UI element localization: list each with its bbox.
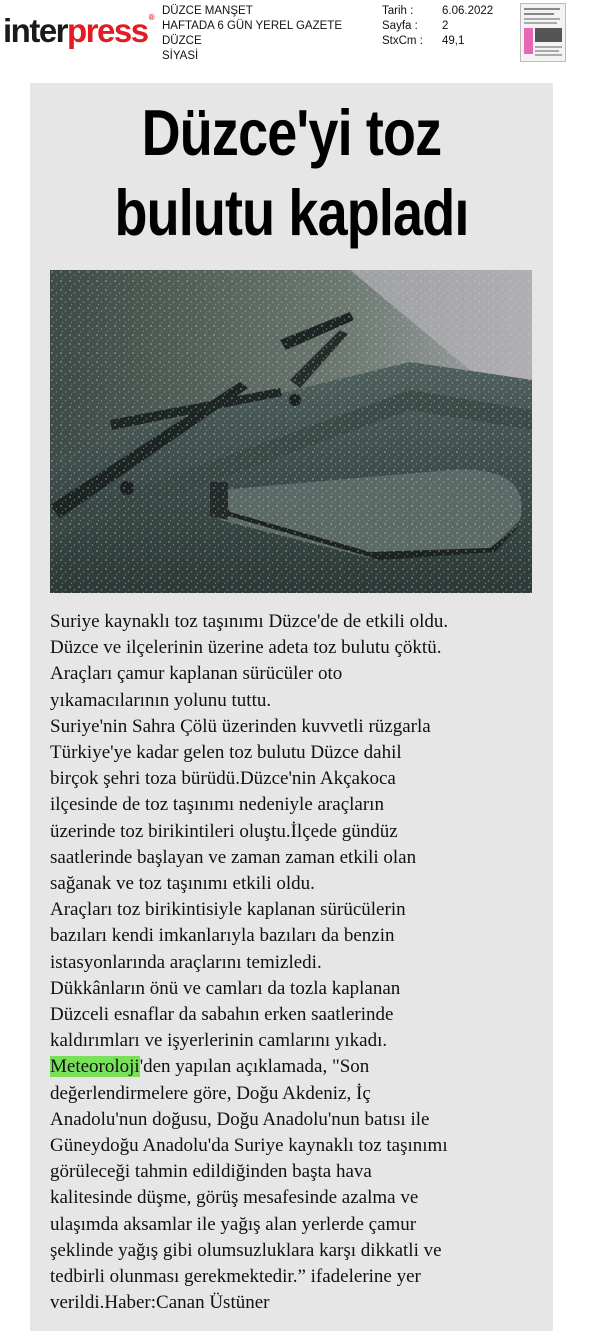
headline-line-2: bulutu kapladı: [114, 176, 469, 249]
page-label: Sayfa :: [382, 20, 418, 32]
stxcm-value: 49,1: [442, 35, 465, 47]
article-headline: [74, 93, 508, 253]
stxcm-row: [382, 34, 493, 49]
date-value: 6.06.2022: [442, 5, 494, 17]
article-panel: [30, 83, 553, 1331]
interpress-logo: [3, 14, 153, 47]
logo-registered-mark: ®: [148, 13, 153, 22]
dusty-car-illustration: [50, 270, 532, 593]
stxcm-label: StxCm :: [382, 35, 423, 47]
publication-category: SİYASİ: [162, 50, 199, 62]
clipping-details: [382, 4, 493, 49]
publication-section: DÜZCE MANŞET: [162, 5, 253, 17]
article-body: [50, 609, 540, 1316]
dusty-car-photo: [50, 270, 532, 593]
highlighted-keyword: Meteoroloji: [50, 1056, 140, 1078]
publication-city: DÜZCE: [162, 35, 202, 47]
logo-text-inter: inter: [3, 12, 68, 49]
newspaper-page-thumbnail[interactable]: [520, 3, 566, 62]
date-label: Tarih :: [382, 5, 414, 17]
article-body-part-1: Suriye kaynaklı toz taşınımı Düzce'de de etkili oldu. Düzce ve ilçelerinin üzerine adeta toz bulutu çöktü. Araçları çamur kaplanan sürücüler oto yıkamacılarının yolunu tuttu. Suriye'nin Sahra Çölü üzerinden kuvvetli rüzgarla Türkiye'ye kadar gelen toz bulutu Düzce dahil birçok şehri toza bürüdü.Düzce'nin Akçakoca ilçesinde de toz taşınımı nedeniyle araçların üzerinde toz birikintileri oluştu.İlçede gündüz saatlerinde başlayan ve zaman zaman etkili olan sağanak ve toz taşınımı etkili oldu. Araçları toz birikintisiyle kaplanan sürücülerin bazıları kendi imkanlarıyla bazıları da benzin istasyonlarında araçlarını temizledi. Dükkânların önü ve camları da tozla kaplanan Düzceli esnaflar da sabahın erken saatlerinde kaldırımları ve işyerlerinin camlarını yıkadı.: [50, 611, 449, 1052]
publication-type: HAFTADA 6 GÜN YEREL GAZETE: [162, 20, 342, 32]
publication-info: [162, 4, 342, 64]
article-body-part-2: 'den yapılan açıklamada, "Son değerlendirmelere göre, Doğu Akdeniz, İç Anadolu'nun doğusu, Doğu Anadolu'nun batısı ile Güneydoğu Anadolu'da Suriye kaynaklı toz taşınımı görüleceği tahmin edildiğinden başta hava kalitesinde düşme, görüş mesafesinde azalma ve ulaşımda aksamlar ile yağış alan yerlerde çamur şeklinde yağış gibi olumsuzluklara karşı dikkatli ve tedbirli olunması gerekmektedir.” ifadelerine yer verildi.Haber:Canan Üstüner: [50, 1056, 448, 1314]
logo-text-press: press: [67, 12, 148, 49]
page-row: [382, 19, 493, 34]
page-value: 2: [442, 20, 449, 32]
date-row: [382, 4, 493, 19]
headline-line-1: Düzce'yi toz: [141, 96, 442, 169]
